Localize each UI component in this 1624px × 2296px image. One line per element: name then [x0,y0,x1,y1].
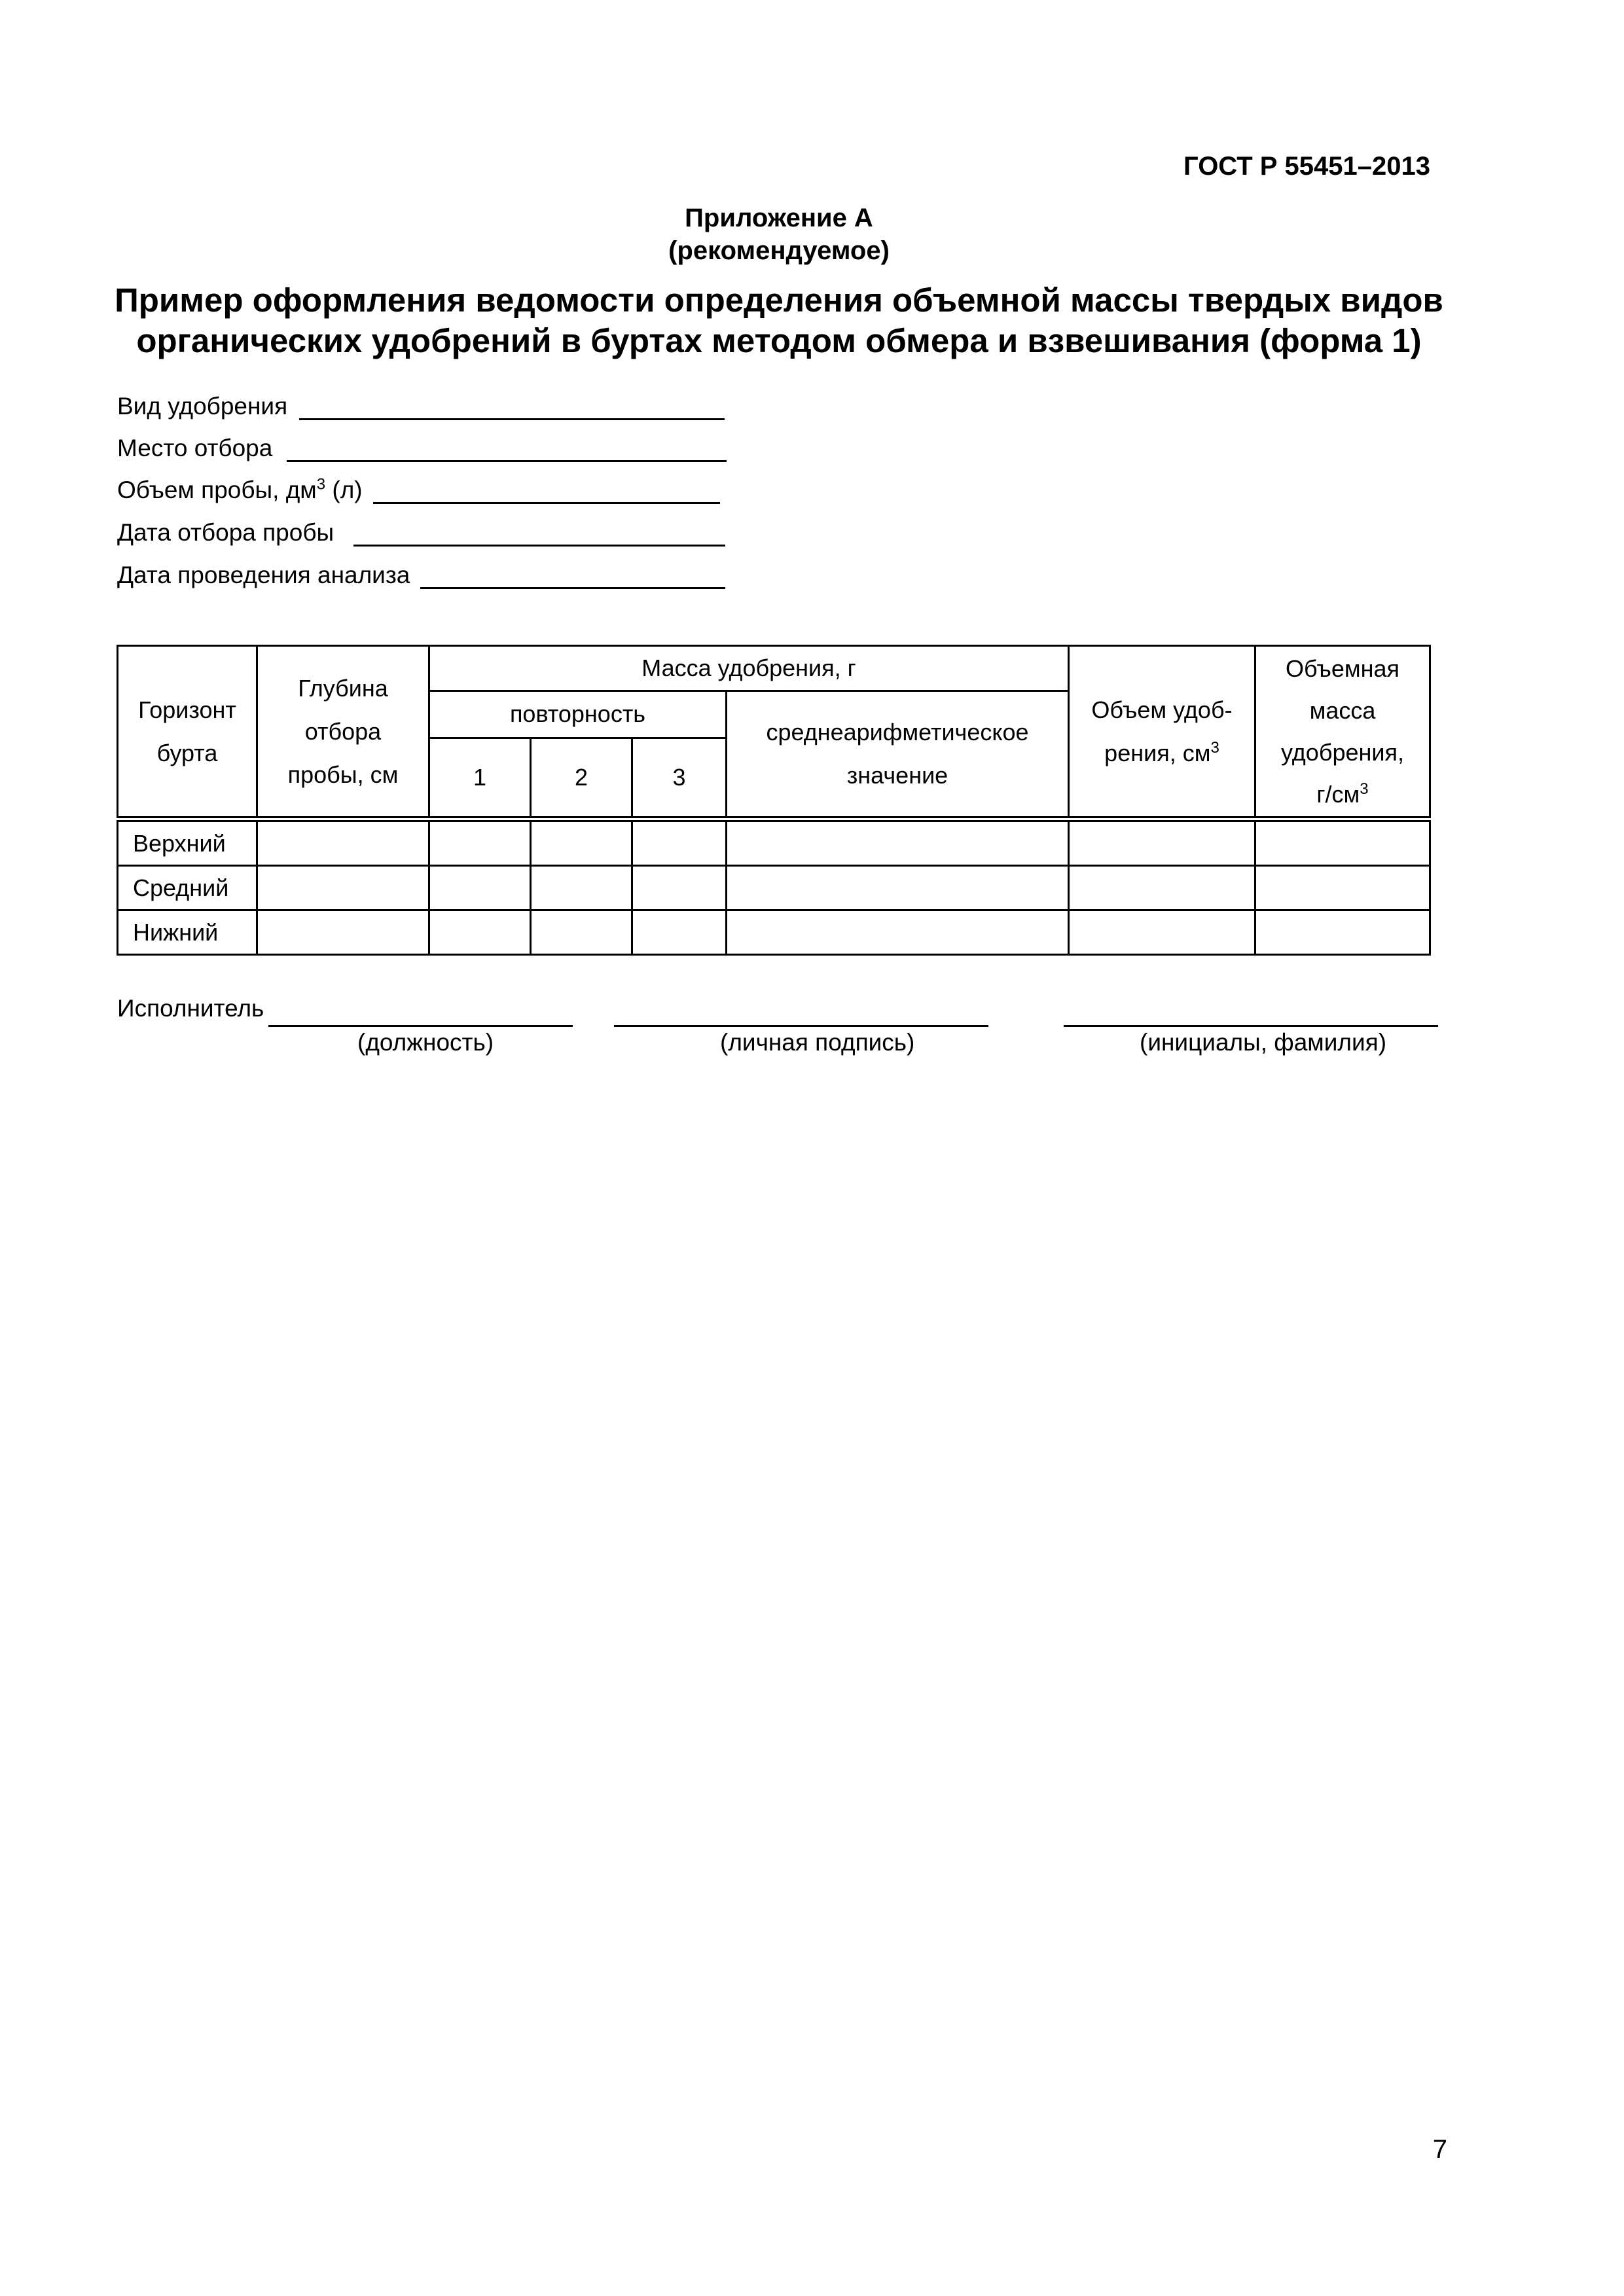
table-cell[interactable] [257,910,429,955]
header-mass: Масса удобрения, г [429,646,1069,691]
table-cell[interactable] [429,819,531,866]
table-cell[interactable] [1069,819,1255,866]
field-label: Дата проведения анализа [117,562,410,588]
field-fill-line[interactable] [287,437,727,462]
table-cell[interactable] [632,866,727,910]
table-cell[interactable] [727,866,1069,910]
table-row [118,866,1430,910]
table-row [118,819,1430,866]
executor-label: Исполнитель [117,995,264,1022]
field-label: Дата отбора пробы [117,519,334,546]
table-cell[interactable] [727,819,1069,866]
standard-number: ГОСТ Р 55451–2013 [1183,152,1430,181]
caption-signature: (личная подпись) [720,1029,915,1056]
caption-position: (должность) [357,1029,494,1056]
field-analysis-date [117,556,725,589]
table-cell[interactable] [632,819,727,866]
table-cell[interactable] [531,819,632,866]
signature-line-signature[interactable] [614,1025,988,1027]
field-fill-line[interactable] [373,478,720,504]
page-number: 7 [1432,2135,1447,2164]
header-density: Объемная масса удобрения, $г/см^3$ [1255,646,1430,819]
field-sampling-date [117,514,725,547]
table-row [118,910,1430,955]
caption-name: (инициалы, фамилия) [1140,1029,1387,1056]
appendix-status: (рекомендуемое) [668,236,890,265]
row-label: Верхний [118,819,257,866]
table-cell[interactable] [727,910,1069,955]
table-cell[interactable] [429,910,531,955]
table-cell[interactable] [632,910,727,955]
field-fill-line[interactable] [299,395,725,420]
table-cell[interactable] [1255,819,1430,866]
field-fertilizer-type [117,387,725,420]
header-volume: Объем удоб- рения, $см^3$ [1069,646,1255,819]
field-fill-line[interactable] [420,564,725,589]
field-sampling-place [117,429,727,462]
header-horizon: Горизонт бурта [118,646,257,819]
table-cell[interactable] [1069,866,1255,910]
signature-line-position[interactable] [268,1025,573,1027]
table-cell[interactable] [257,819,429,866]
header-repeat: повторность [429,691,727,738]
table-cell[interactable] [531,910,632,955]
table-cell[interactable] [531,866,632,910]
table-cell[interactable] [1255,866,1430,910]
header-repeat-3: 3 [632,738,727,819]
header-mean: среднеарифметическое значение [727,691,1069,819]
header-repeat-1: 1 [429,738,531,819]
header-repeat-2: 2 [531,738,632,819]
appendix-title: Приложение А [685,204,873,232]
table-cell[interactable] [1255,910,1430,955]
header-depth: Глубина отбора пробы, см [257,646,429,819]
document-title-line-1: Пример оформления ведомости определения объемной массы твердых видов [115,281,1443,319]
document-title-line-2: органических удобрений в буртах методом обмера и взвешивания (форма 1) [136,322,1422,359]
field-label: Объем пробы, $дм^3$ (л) [117,475,363,503]
field-label: Вид удобрения [117,393,288,420]
field-fill-line[interactable] [353,521,725,547]
table-cell[interactable] [257,866,429,910]
row-label: Нижний [118,910,257,955]
signature-line-name[interactable] [1064,1025,1438,1027]
table-cell[interactable] [429,866,531,910]
measurement-table [117,645,1431,956]
document-title [98,280,1460,361]
row-label: Средний [118,866,257,910]
appendix-heading [0,202,1558,267]
field-sample-volume [117,471,720,504]
field-label: Место отбора [117,435,273,461]
table-cell[interactable] [1069,910,1255,955]
